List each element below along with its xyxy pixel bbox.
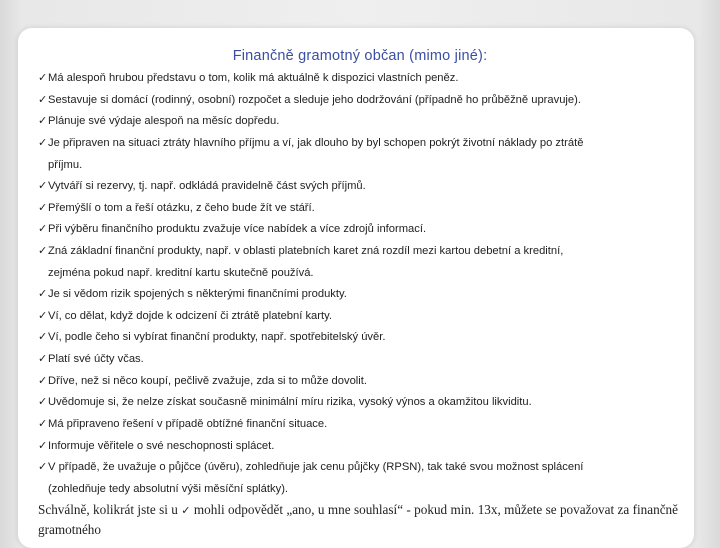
check-icon: ✓: [38, 202, 48, 214]
checklist-item-continuation: (zohledňuje tedy absolutní výši měsíční splátky).: [48, 482, 289, 495]
checklist-item: [38, 306, 698, 328]
checklist-item-continuation: zejména pokud např. kreditní kartu skutečně používá.: [48, 266, 314, 279]
checklist-item: [38, 176, 698, 198]
checklist-item-text: Zná základní finanční produkty, např. v oblasti platebních karet zná rozdíl mezi kartou debetní a kreditní,: [48, 245, 564, 257]
check-icon: ✓: [38, 180, 48, 192]
checklist-item: [38, 284, 698, 306]
checklist-item-text: Má připraveno řešení v případě obtížné finanční situace.: [48, 418, 328, 430]
check-icon: ✓: [38, 440, 48, 452]
check-icon: ✓: [38, 94, 48, 106]
check-icon: ✓: [38, 461, 48, 473]
check-icon: ✓: [38, 223, 48, 235]
footer-note: [38, 500, 678, 539]
checklist-item-text: Vytváří si rezervy, tj. např. odkládá pravidelně část svých příjmů.: [48, 180, 366, 192]
check-icon: ✓: [38, 137, 48, 149]
checklist-item-text: Ví, co dělat, když dojde k odcizení či ztrátě platební karty.: [48, 310, 332, 322]
checklist-item: [38, 219, 698, 241]
check-icon: ✓: [38, 353, 48, 365]
check-icon: ✓: [38, 418, 48, 430]
checklist-item-text: Uvědomuje si, že nelze získat současně minimální míru rizika, vysoký výnos a okamžitou likviditu.: [48, 396, 532, 408]
checklist-item: [38, 90, 698, 112]
checklist-item: [38, 457, 698, 500]
checklist-item: [38, 198, 698, 220]
checklist-item: [38, 349, 698, 371]
checklist-item-text: Dříve, než si něco koupí, pečlivě zvažuje, zda si to může dovolit.: [48, 375, 367, 387]
footer-text-before: Schválně, kolikrát jste si u: [38, 502, 182, 517]
checklist-item-text: Informuje věřitele o své neschopnosti splácet.: [48, 440, 275, 452]
checklist-item: [38, 133, 698, 176]
checklist-item: [38, 241, 698, 284]
checklist-item-text: Přemýšlí o tom a řeší otázku, z čeho bude žít ve stáří.: [48, 202, 315, 214]
slide-title: Finančně gramotný občan (mimo jiné):: [232, 48, 488, 64]
checklist-item-text: Je připraven na situaci ztráty hlavního příjmu a ví, jak dlouho by byl schopen pokrýt životní náklady po ztrátě: [48, 137, 584, 149]
check-icon: ✓: [38, 375, 48, 387]
check-icon: ✓: [38, 115, 48, 127]
checklist-item: [38, 68, 698, 90]
checklist-item: [38, 111, 698, 133]
check-icon: ✓: [38, 331, 48, 343]
checklist-item: [38, 327, 698, 349]
checklist-item: [38, 371, 698, 393]
checklist-item-continuation: příjmu.: [48, 158, 83, 171]
check-icon: ✓: [38, 396, 48, 408]
checklist-item-text: Při výběru finančního produktu zvažuje více nabídek a více zdrojů informací.: [48, 223, 427, 235]
check-icon: ✓: [181, 504, 191, 517]
check-icon: ✓: [38, 245, 48, 257]
checklist-item: [38, 392, 698, 414]
check-icon: ✓: [38, 72, 48, 84]
checklist-item-text: Má alespoň hrubou představu o tom, kolik má aktuálně k dispozici vlastních peněz.: [48, 72, 459, 84]
checklist-item-text: V případě, že uvažuje o půjčce (úvěru), zohledňuje jak cenu půjčky (RPSN), tak také svou možnost splácení: [48, 461, 584, 473]
checklist-item: [38, 436, 698, 458]
checklist-item-text: Platí své účty včas.: [48, 353, 144, 365]
check-icon: ✓: [38, 310, 48, 322]
checklist-item: [38, 414, 698, 436]
check-icon: ✓: [38, 288, 48, 300]
footer-text-after: mohli odpovědět „ano, u mne souhlasí“ - pokud min. 13x, můžete se považovat za finančně gramotného: [38, 502, 679, 537]
checklist-item-text: Ví, podle čeho si vybírat finanční produkty, např. spotřebitelský úvěr.: [48, 331, 386, 343]
checklist-item-text: Sestavuje si domácí (rodinný, osobní) rozpočet a sleduje jeho dodržování (případně ho průběžně upravuje).: [48, 94, 581, 106]
checklist-item-text: Je si vědom rizik spojených s některými finančními produkty.: [48, 288, 347, 300]
checklist-item-text: Plánuje své výdaje alespoň na měsíc dopředu.: [48, 115, 280, 127]
